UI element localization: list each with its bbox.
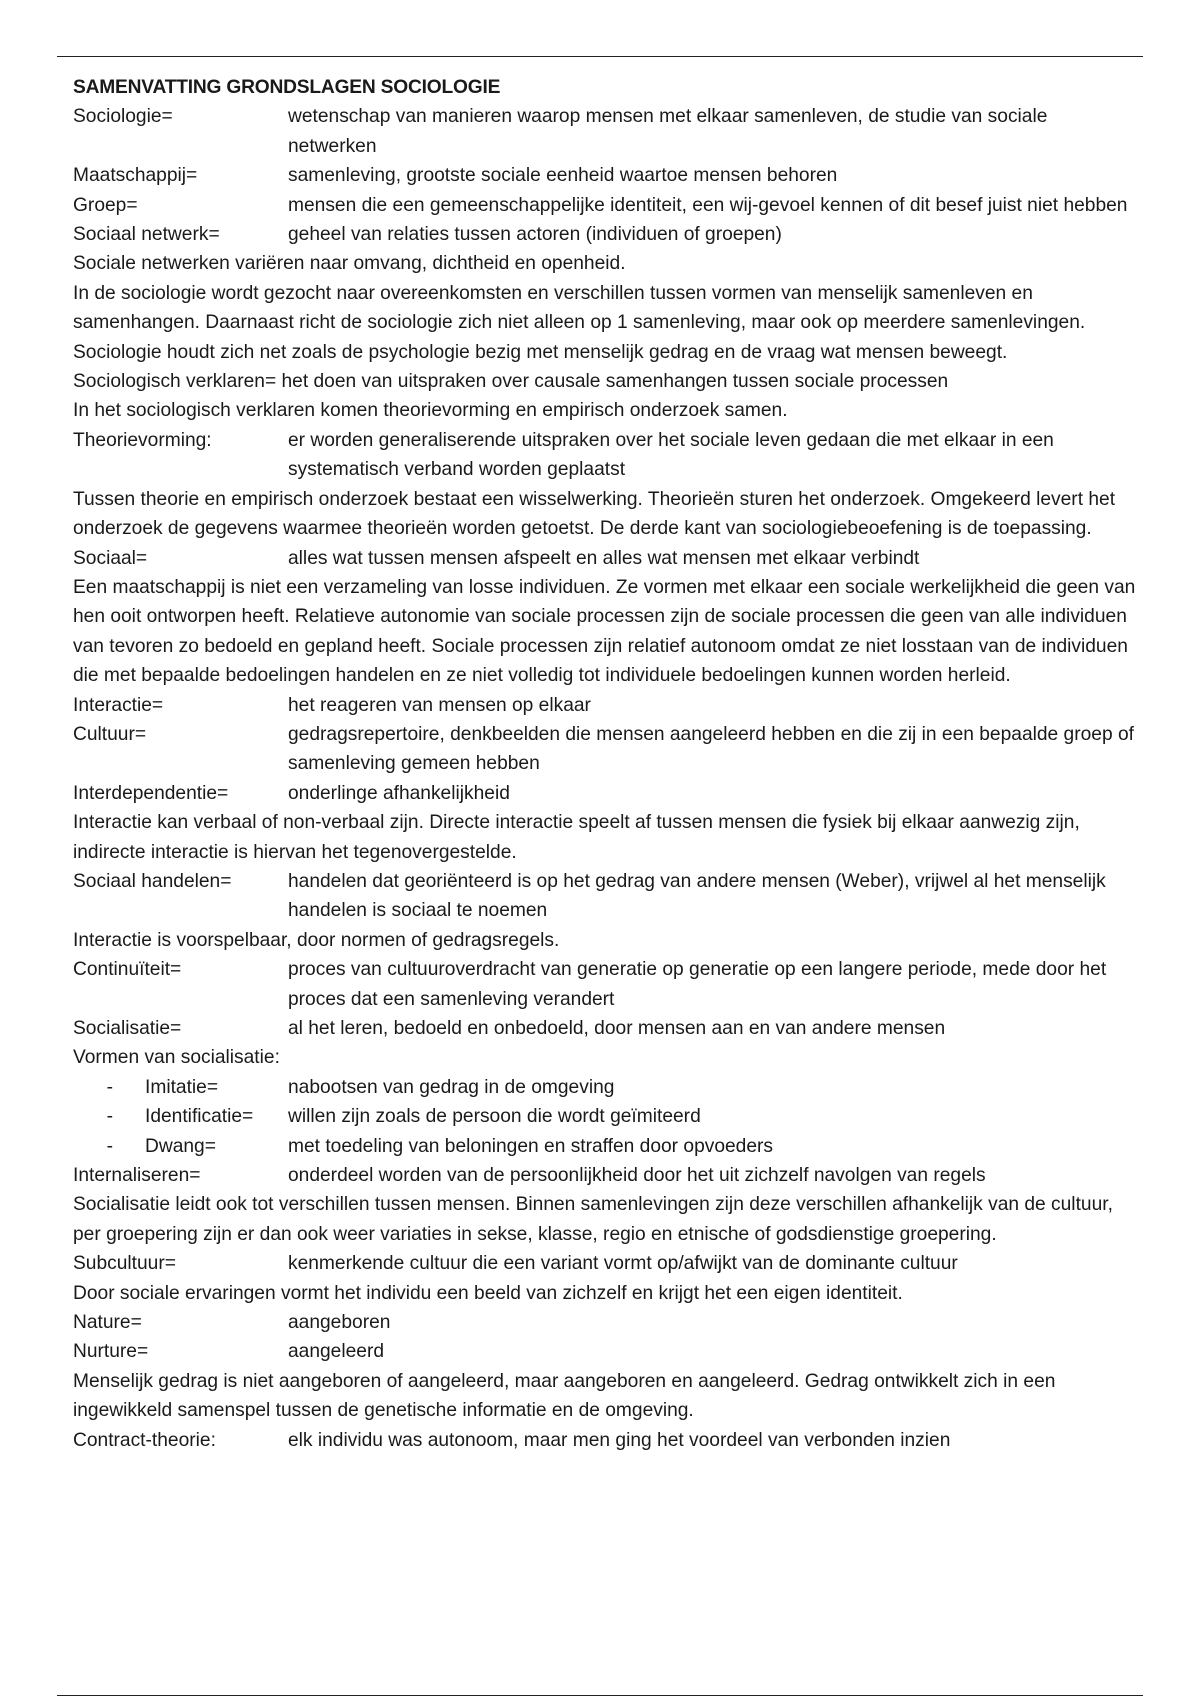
- definition-text: er worden generaliserende uitspraken over het sociale leven gedaan die met elkaar in een systematisch verband worden geplaatst: [288, 429, 1054, 481]
- bottom-rule: [57, 1695, 1143, 1696]
- top-rule: [57, 56, 1143, 57]
- definition-text: het reageren van mensen op elkaar: [288, 694, 591, 716]
- definition-term: Subcultuur=: [73, 1253, 176, 1275]
- definition-text: wetenschap van manieren waarop mensen met elkaar samenleven, de studie van sociale netwerken: [288, 106, 1048, 157]
- paragraph: Tussen theorie en empirisch onderzoek bestaat een wisselwerking. Theorieën sturen het onderzoek. Omgekeerd levert het onderzoek de gegevens waarmee theorieën worden getoetst. De derde kant van sociologiebeoefening is de toepassing.: [73, 488, 1116, 540]
- definition-term: Sociologie=: [73, 106, 173, 128]
- paragraph: Door sociale ervaringen vormt het individu een beeld van zichzelf en krijgt het een eigen identiteit.: [73, 1282, 903, 1304]
- definition-term: Socialisatie=: [73, 1018, 182, 1039]
- document-content: [73, 102, 1138, 1455]
- paragraph: Interactie is voorspelbaar, door normen of gedragsregels.: [73, 929, 560, 951]
- document-title: SAMENVATTING GRONDSLAGEN SOCIOLOGIE: [73, 77, 501, 98]
- definition-text: gedragsrepertoire, denkbeelden die mensen aangeleerd hebben en die zij in een bepaalde groep of samenleving gemeen hebben: [288, 723, 1134, 775]
- definition-term: Imitatie=: [145, 1076, 219, 1098]
- definition-row: [73, 1426, 1138, 1455]
- definition-term: Theorievorming:: [73, 429, 212, 451]
- definition-row: [73, 1337, 1138, 1366]
- definition-row: [73, 426, 1138, 485]
- paragraph: Socialisatie leidt ook tot verschillen tussen mensen. Binnen samenlevingen zijn deze verschillen afhankelijk van de cultuur, per groepering zijn er dan ook weer variaties in sekse, klasse, regio en etnische of godsdienstige groepering.: [73, 1194, 1113, 1245]
- definition-row: [73, 779, 1138, 808]
- definition-term: Contract-theorie:: [73, 1429, 216, 1451]
- definition-term: Identificatie=: [145, 1106, 254, 1128]
- definition-row: [73, 955, 1138, 1014]
- list-bullet: -: [106, 1135, 113, 1157]
- definition-row: [73, 867, 1138, 926]
- paragraph: Menselijk gedrag is niet aangeboren of aangeleerd, maar aangeboren en aangeleerd. Gedrag ontwikkelt zich in een ingewikkeld samenspel tussen de genetische informatie en de omgeving.: [73, 1370, 1056, 1422]
- definition-text: proces van cultuuroverdracht van generatie op generatie op een langere periode, mede door het proces dat een samenleving verandert: [288, 959, 1107, 1010]
- paragraph: In het sociologisch verklaren komen theorievorming en empirisch onderzoek samen.: [73, 400, 788, 422]
- definition-text: met toedeling van beloningen en straffen door opvoeders: [288, 1135, 774, 1157]
- definition-text: mensen die een gemeenschappelijke identiteit, een wij-gevoel kennen of dit besef juist niet hebben: [288, 194, 1128, 216]
- definition-term: Internaliseren=: [73, 1165, 201, 1187]
- list-item: [73, 1073, 1138, 1102]
- definition-row: [73, 1249, 1138, 1278]
- definition-text: willen zijn zoals de persoon die wordt geïmiteerd: [288, 1106, 701, 1128]
- definition-text: alles wat tussen mensen afspeelt en alles wat mensen met elkaar verbindt: [288, 547, 920, 569]
- definition-text: kenmerkende cultuur die een variant vormt op/afwijkt van de dominante cultuur: [288, 1253, 958, 1275]
- definition-row: [73, 544, 1138, 573]
- definition-text: geheel van relaties tussen actoren (individuen of groepen): [288, 224, 782, 246]
- definition-term: Continuïteit=: [73, 959, 182, 981]
- definition-term: Cultuur=: [73, 723, 147, 745]
- definition-row: [73, 161, 1138, 190]
- paragraph: Sociologisch verklaren= het doen van uitspraken over causale samenhangen tussen sociale processen: [73, 371, 949, 393]
- definition-row: [73, 720, 1138, 779]
- list-bullet: -: [106, 1106, 113, 1128]
- document-body: [73, 73, 1138, 1455]
- definition-term: Dwang=: [145, 1135, 216, 1157]
- definition-term: Sociaal netwerk=: [73, 224, 220, 246]
- definition-term: Nature=: [73, 1312, 142, 1334]
- list-item: [73, 1102, 1138, 1131]
- definition-term: Sociaal=: [73, 547, 148, 569]
- definition-row: [73, 1014, 1138, 1043]
- definition-term: Interactie=: [73, 694, 164, 716]
- list-bullet: -: [106, 1076, 113, 1098]
- definition-row: [73, 1308, 1138, 1337]
- definition-row: [73, 102, 1138, 161]
- definition-term: Sociaal handelen=: [73, 870, 232, 892]
- definition-row: [73, 220, 1138, 249]
- definition-term: Groep=: [73, 194, 138, 216]
- definition-term: Nurture=: [73, 1341, 149, 1363]
- definition-text: onderdeel worden van de persoonlijkheid door het uit zichzelf navolgen van regels: [288, 1165, 986, 1187]
- definition-text: samenleving, grootste sociale eenheid waartoe mensen behoren: [288, 165, 838, 187]
- definition-term: Maatschappij=: [73, 165, 198, 187]
- definition-row: [73, 1161, 1138, 1190]
- definition-text: nabootsen van gedrag in de omgeving: [288, 1076, 615, 1098]
- definition-row: [73, 691, 1138, 720]
- list-item: [73, 1132, 1138, 1161]
- paragraph: Interactie kan verbaal of non-verbaal zijn. Directe interactie speelt af tussen mensen die fysiek bij elkaar aanwezig zijn, indirecte interactie is hiervan het tegenovergestelde.: [73, 812, 1080, 863]
- definition-text: elk individu was autonoom, maar men ging het voordeel van verbonden inzien: [288, 1429, 951, 1451]
- definition-row: [73, 191, 1138, 220]
- paragraph: Vormen van socialisatie:: [73, 1047, 280, 1069]
- definition-text: aangeleerd: [288, 1341, 385, 1363]
- definition-text: onderlinge afhankelijkheid: [288, 782, 510, 804]
- paragraph: Een maatschappij is niet een verzameling van losse individuen. Ze vormen met elkaar een sociale werkelijkheid die geen van hen ooit ontworpen heeft. Relatieve autonomie van sociale processen zijn de sociale processen die geen van alle individuen van tevoren zo bedoeld en gepland heeft. Sociale processen zijn relatief autonoom omdat ze niet losstaan van de individuen die met bepaalde bedoelingen handelen en ze niet volledig tot individuele bedoelingen kunnen worden herleid.: [73, 576, 1136, 687]
- definition-text: aangeboren: [288, 1312, 391, 1334]
- paragraph: In de sociologie wordt gezocht naar overeenkomsten en verschillen tussen vormen van menselijk samenleven en samenhangen. Daarnaast richt de sociologie zich niet alleen op 1 samenleving, maar ook op meerdere samenlevingen. Sociologie houdt zich net zoals de psychologie bezig met menselijk gedrag en de vraag wat mensen beweegt.: [73, 282, 1086, 363]
- paragraph: Sociale netwerken variëren naar omvang, dichtheid en openheid.: [73, 253, 626, 275]
- definition-term: Interdependentie=: [73, 782, 229, 804]
- definition-text: handelen dat georiënteerd is op het gedrag van andere mensen (Weber), vrijwel al het menselijk handelen is sociaal te noemen: [288, 870, 1106, 922]
- definition-text: al het leren, bedoeld en onbedoeld, door mensen aan en van andere mensen: [288, 1018, 946, 1039]
